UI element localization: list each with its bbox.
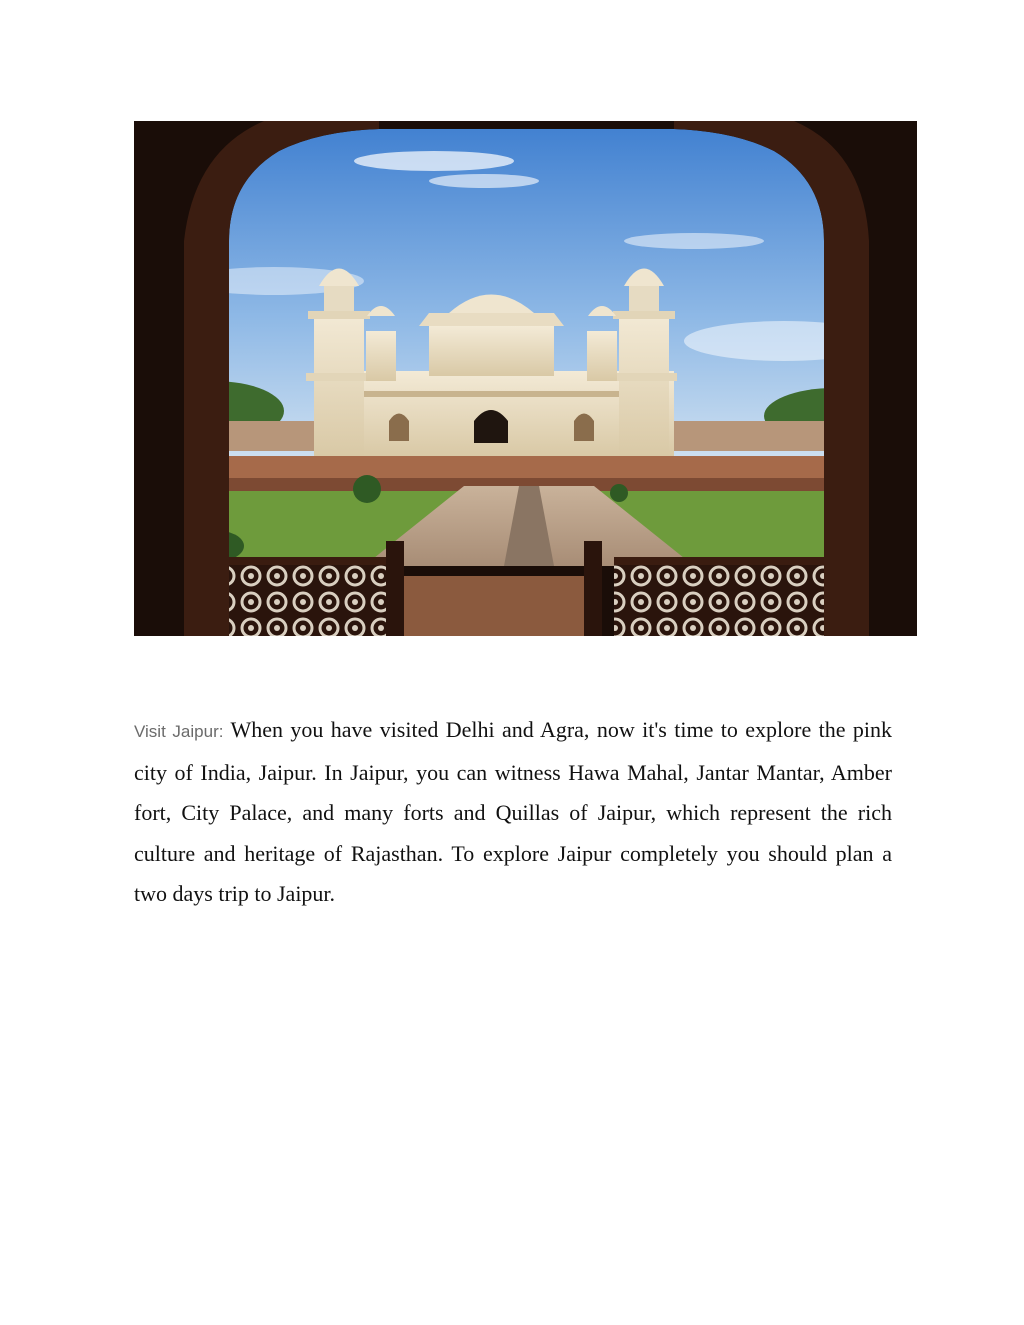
article-body: When you have visited Delhi and Agra, now it's time to explore the pink city of India, Jaipur. In Jaipur, you can witness Hawa Mahal, Jantar Mantar, Amber fort, City Palace, and many forts and Quillas of Jaipur, which represent the rich culture and heritage of Rajasthan. To explore Jaipur completely you should plan a two days trip to Jaipur. — [134, 717, 892, 906]
article-paragraph — [134, 710, 892, 915]
lead-label: Visit Jaipur: — [134, 722, 224, 741]
monument-photo — [134, 121, 917, 636]
monument-illustration — [134, 121, 917, 636]
